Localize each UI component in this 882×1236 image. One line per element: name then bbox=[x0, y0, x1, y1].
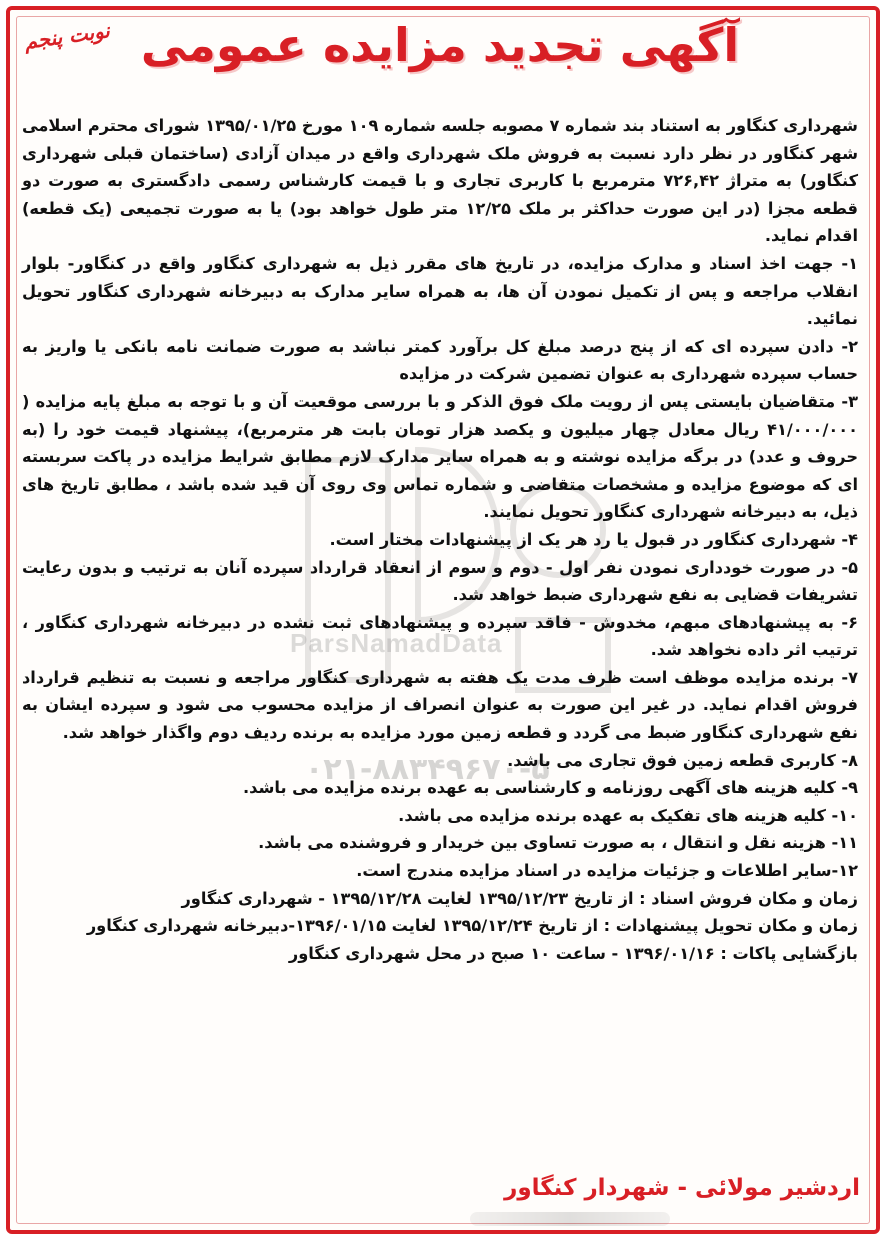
notice-body bbox=[22, 112, 858, 967]
condition-item: ۱۲-سایر اطلاعات و جزئیات مزایده در اسناد مزایده مندرج است. bbox=[356, 861, 858, 881]
blurred-footer bbox=[470, 1212, 670, 1226]
condition-item: ۲- دادن سپرده ای که از پنج درصد مبلغ کل برآورد کمتر نباشد به صورت ضمانت نامه بانکی یا واریز به حساب سپرده شهرداری به عنوان تضمین شرکت در مزایده bbox=[22, 336, 858, 384]
condition-item: ۹- کلیه هزینه های آگهی روزنامه و کارشناسی به عهده برنده مزایده می باشد. bbox=[242, 778, 858, 798]
condition-item: ۶- به پیشنهادهای مبهم، مخدوش - فاقد سپرده و پیشنهادهای ثبت نشده در دبیرخانه شهرداری کنگاور ، ترتیب اثر داده نخواهد شد. bbox=[22, 612, 858, 660]
schedule bbox=[22, 885, 858, 968]
schedule-line: بازگشایی پاکات : ۱۳۹۶/۰۱/۱۶ - ساعت ۱۰ صبح در محل شهرداری کنگاور bbox=[288, 943, 858, 963]
condition-item: ۱۱- هزینه نقل و انتقال ، به صورت تساوی بین خریدار و فروشنده می باشد. bbox=[258, 833, 858, 853]
condition-item: ۵- در صورت خودداری نمودن نفر اول - دوم و سوم از انعقاد قرارداد سپرده آنان به ترتیب و بدون رعایت تشریفات قضایی به نفع شهرداری ضبط خواهد شد. bbox=[22, 557, 858, 605]
condition-item: ۷- برنده مزایده موظف است ظرف مدت یک هفته به شهرداری کنگاور مراجعه و نسبت به تنظیم قرارداد فروش اقدام نماید. در غیر این صورت به عنوان انصراف از مزایده محسوب می شود و سپرده ایشان به نفع شهرداری کنگاور ضبط می گردد و قطعه زمین مورد مزایده به برنده ردیف دوم واگذار خواهد شد. bbox=[22, 667, 858, 743]
round-label: نوبت پنجم bbox=[22, 18, 112, 54]
signature: اردشیر مولائی - شهردار کنگاور bbox=[504, 1175, 860, 1201]
condition-item: ۴- شهرداری کنگاور در قبول یا رد هر یک از پیشنهادات مختار است. bbox=[329, 529, 858, 549]
condition-item: ۸- کاربری قطعه زمین فوق تجاری می باشد. bbox=[507, 750, 858, 770]
watermark-phone: ۰۲۱-۸۸۳۴۹۶۷۰-۵ bbox=[305, 752, 550, 787]
schedule-line: زمان و مکان فروش اسناد : از تاریخ ۱۳۹۵/۱۲/۲۳ لغایت ۱۳۹۵/۱۲/۲۸ - شهرداری کنگاور bbox=[181, 888, 858, 908]
condition-item: ۳- متقاضیان بایستی پس از رویت ملک فوق الذکر و با بررسی موقعیت آن و با توجه به مبلغ پایه مزایده ( ۴۱/۰۰۰/۰۰۰ ریال معادل چهار میلیون و یکصد هزار تومان بابت هر مترمربع)، پیشنهاد قیمت خود را (به حروف و عدد) در برگه مزایده نوشته و به همراه سایر مدارک لازم مطابق شرایط مزایده در پاکت سربسته ای که موضوع مزایده و مشخصات متقاضی و شماره تماس وی روی آن قید شده باشد ، مطابق تاریخ های ذیل، به دبیرخانه شهرداری کنگاور تحویل نمایند. bbox=[22, 391, 858, 522]
watermark-site: ParsNamadData bbox=[290, 628, 503, 658]
intro-paragraph: شهرداری کنگاور به استناد بند شماره ۷ مصوبه جلسه شماره ۱۰۹ مورخ ۱۳۹۵/۰۱/۲۵ شورای محترم اسلامی شهر کنگاور در نظر دارد نسبت به فروش ملک شهرداری واقع در میدان آزادی (ساختمان قبلی شهرداری کنگاور) به متراژ ۷۲۶,۴۲ مترمربع با کاربری تجاری و با قیمت کارشناس رسمی دادگستری به صورت دو قطعه مجزا (در این صورت حداکثر بر ملک ۱۲/۲۵ متر طول خواهد بود) یا به صورت تجمیعی (یک قطعه) اقدام نماید. bbox=[22, 116, 858, 246]
condition-item: ۱۰- کلیه هزینه های تفکیک به عهده برنده مزایده می باشد. bbox=[398, 805, 858, 825]
schedule-line: زمان و مکان تحویل پیشنهادات : از تاریخ ۱۳۹۵/۱۲/۲۴ لغایت ۱۳۹۶/۰۱/۱۵-دبیرخانه شهرداری کنگاور bbox=[86, 916, 858, 936]
notice-title: آگهی تجدید مزایده عمومی bbox=[140, 18, 740, 72]
condition-item: ۱- جهت اخذ اسناد و مدارک مزایده، در تاریخ های مقرر ذیل به شهرداری کنگاور واقع در کنگاور- بلوار انقلاب مراجعه و پس از تکمیل نمودن آن ها، به همراه سایر مدارک به دبیرخانه شهرداری کنگاور تحویل نمائید. bbox=[22, 253, 858, 329]
